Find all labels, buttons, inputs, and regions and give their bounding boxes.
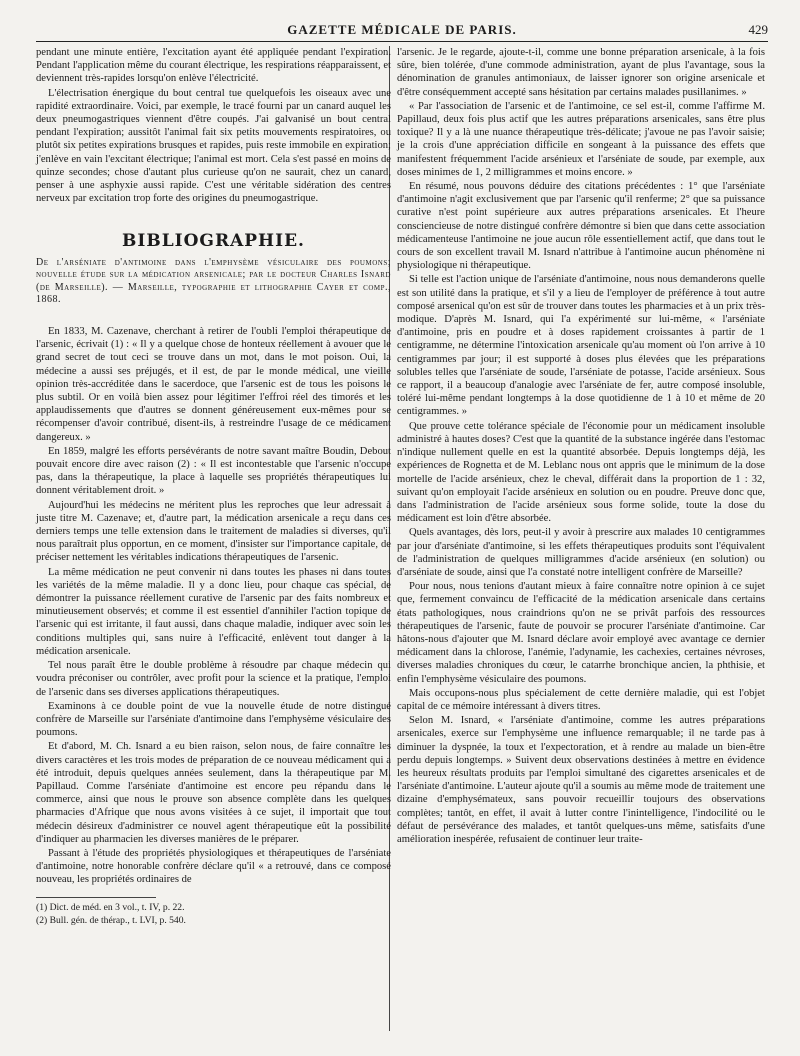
bibliography-entry: De l'arséniate d'antimoine dans l'emphysème vésiculaire des poumons; nouvelle étude sur la médication arsenicale; par le docteur Charles Isnard (de Marseille). — Marseille, typographie et lithographie Cayer et comp., 1868. [36,256,391,306]
footnote: (2) Bull. gén. de thérap., t. LVI, p. 540. [36,914,186,926]
journal-title: GAZETTE MÉDICALE DE PARIS. [287,22,517,37]
page-header [36,20,768,40]
footnote: (1) Dict. de méd. en 3 vol., t. IV, p. 22. [36,901,185,913]
paragraph: Si telle est l'action unique de l'arséniate d'antimoine, nous nous demanderons quelle est son utilité dans la pratique, et s'il y a lieu de l'employer de préférence à tout autre composé arsenical qu'on est sûr de trouver dans toutes les pharmacies et à un prix très-modique. D'après M. Isnard, qui l'a expérimenté sur lui-même, « l'arséniate d'antimoine, pris en poudre et à doses rapidement croissantes à partir de 1 centigramme, ne détermine l'intoxication arsenicale qu'au moment où l'on arrive à 10 centigrammes par jour; il est supporté à doses plus élevées que les préparations solubles telles que l'arséniate de soude, l'arséniate de potasse, l'acide arsénieux. Sous ce rapport, il a beaucoup d'analogie avec l'arséniate de fer, autre composé insoluble, toléré lui-même pendant longtemps à la dose quotidienne de 1 à 10 et même de 20 centigrammes. » [397,274,765,418]
paragraph: En 1859, malgré les efforts persévérants de notre savant maître Boudin, Debout pouvait encore dire avec raison (2) : « Il est incontestable que l'arsenic n'occupe pas, dans la thérapeutique, la place à laquelle ses propriétés thérapeutiques lui donnent véritablement droit. » [36,445,391,497]
paragraph: En résumé, nous pouvons déduire des citations précédentes : 1° que l'arséniate d'antimoine n'agit exclusivement que par l'arsenic qu'il renferme; 2° que sa puissance curative n'est point supérieure aux autres préparations arsenicales. Et l'heure consciencieuse de notre distingué confrère démontre si bien que dans cette association médicamenteuse l'antimoine ne joue aucun rôle essentiellement actif, que dans tout le cours de son excellent travail M. Isnard n'attribue à l'antimoine aucun phénomène ni physiologique ni thérapeutique. [397,181,765,272]
footnote-rule [36,897,156,898]
paragraph: Aujourd'hui les médecins ne méritent plus les reproches que leur adressait à juste titre M. Cazenave; et, d'autre part, la médication arsenicale a reçu dans ces derniers temps une telle extension dans le traitement de maladies si diverses, qu'il nous paraîtrait plus opportun, en ce moment, d'insister sur l'importance capitale, de préciser nettement les véritables indications thérapeutiques de l'arsenic. [36,499,391,564]
paragraph: Tel nous paraît être le double problème à résoudre par chaque médecin qui voudra préconiser ou contrôler, avec profit pour la science et la pratique, l'emploi de l'arsenic dans ses diverses applications thérapeutiques. [36,660,391,698]
paragraph: Examinons à ce double point de vue la nouvelle étude de notre distingué confrère de Marseille sur l'arséniate d'antimoine dans l'emphysème vésiculaire des poumons. [36,700,391,739]
right-column [397,46,765,847]
left-column [36,46,391,928]
paragraph: Que prouve cette tolérance spéciale de l'économie pour un médicament insoluble administré à hautes doses? C'est que la quantité de la substance ingérée dans l'estomac n'indique nullement quelle en est la quantité absorbée. Depuis longtemps déjà, les expériences de Rognetta et de M. Leblanc nous ont appris que le minimum de la dose mortelle de l'acide arsénieux, chez le cheval, différait dans la proportion de 1 : 32, suivant qu'on employait l'acide arsénieux en solution ou en poudre. Preuve donc que, dans l'administration de l'acide arsénieux sous forme solide, toute la dose du médicament est loin d'être absorbée. [397,420,765,525]
header-rule [36,41,768,42]
paragraph: l'arsenic. Je le regarde, ajoute-t-il, comme une bonne préparation arsenicale, à la fois sûre, bien tolérée, d'une commode administration, ayant de plus l'avantage, sous la dénomination de granules antimoniaux, de laisser ignorer son origine arsenicale et d'être conséquemment accepté sans hésitation par certains malades pusillanimes. » [397,47,765,98]
paragraph: La même médication ne peut convenir ni dans toutes les phases ni dans toutes les variétés de la même maladie. Il y a donc lieu, pour chaque cas spécial, de démontrer la puissance réellement curative de l'arsenic par des faits nombreux et minutieusement observés; et comme il est essentiel d'annihiler l'action topique de l'arsenic qui est irritante, il faut aussi, dans chaque maladie, indiquer avec soin les conditions multiples qui, sans nuire à l'efficacité, enlèvent tout danger à la médication arsenicale. [36,566,391,657]
paragraph: Et d'abord, M. Ch. Isnard a eu bien raison, selon nous, de faire connaître les divers caractères et les trois modes de préparation de ce nouveau médicament qui a été introduit, depuis quelques années seulement, dans la thérapeutique par M. Papillaud. Comme l'arséniate d'antimoine est encore peu répandu dans le commerce, ainsi que nous le prouve son absence complète dans les quelques pharmacies d'Afrique que nous avons visitées à ce sujet, il importait que tout médecin désireux d'administrer ce nouvel agent thérapeutique eût la possibilité d'indiquer au pharmacien les diverses manières de le préparer. [36,741,391,845]
paragraph: Selon M. Isnard, « l'arséniate d'antimoine, comme les autres préparations arsenicales, exerce sur l'emphysème une influence remarquable; il ne tarde pas à diminuer la dyspnée, la toux et l'expectoration, et à rendre au malade un bien-être perdu depuis longtemps. » Suivent deux observations destinées à mettre en évidence les heureux résultats produits par l'emploi simultané des cigarettes arsenicales et de l'arséniate d'antimoine. L'auteur ajoute qu'il a soumis au même mode de traitement une dizaine d'emphysémateux, sans pouvoir recueillir toujours des observations complètes; tantôt, en effet, il avait à lutter contre l'inintelligence, l'indocilité ou le défaut de persévérance des malades, et tantôt quelques-uns même, satisfaits d'une amélioration inespérée, refusaient de continuer leur traite- [397,715,765,845]
paragraph: Pour nous, nous tenions d'autant mieux à faire connaître notre opinion à ce sujet que, fermement convaincu de l'efficacité de la médication arsenicale dans certains états pathologiques, nous craindrions qu'on ne se privât parfois des ressources thérapeutiques de l'arsenic, faute de pouvoir se procurer l'arséniate d'antimoine. Car hâtons-nous d'ajouter que M. Isnard déclare avoir employé avec avantage ce dernier médicament dans la chlorose, l'anémie, l'adynamie, les cachexies, certaines névroses, diverses maladies chroniques du cœur, le catarrhe bronchique ancien, la phthisie, et enfin l'emphysème vésiculaire des poumons. [397,581,765,685]
paragraph: « Par l'association de l'arsenic et de l'antimoine, ce sel est-il, comme l'affirme M. Papillaud, deux fois plus actif que les autres préparations arsenicales, sans être plus toxique? Il y a là une nuance thérapeutique très-délicate; j'avoue ne pas l'avoir saisie; je la crois d'une appréciation difficile en songeant à la puissance des effets que manifestent fréquemment l'acide arsénieux et l'arséniate de soude, par exemple, aux doses minimes de 1, 2 milligrammes et moins encore. » [397,100,765,178]
paragraph: Mais occupons-nous plus spécialement de cette dernière maladie, qui est l'objet capital de ce mémoire intéressant à divers titres. [397,687,765,712]
paragraph: L'électrisation énergique du bout central tue quelquefois les oiseaux avec une rapidité extraordinaire. Voici, par exemple, le tracé fourni par un canard auquel les deux pneumogastriques viennent d'être coupés. J'ai galvanisé un bout central pendant l'expiration; aussitôt l'animal fait six petits mouvements respiratoires, ou plutôt six petites expirations brusques et rapides, puis reste immobile en expiration; j'enlève en vain l'excitant électrique; l'animal est mort. Cela s'est passé en moins de quinze secondes; chose d'autant plus curieuse qu'on ne saurait, chez un canard, penser à une asphyxie aussi rapide. C'est une véritable sidération des centres nerveux par excitation trop forte des origines du pneumogastrique. [36,87,391,205]
paragraph: Passant à l'étude des propriétés physiologiques et thérapeutiques de l'arséniate d'antimoine, notre honorable confrère déclare qu'il « a retrouvé, dans ce composé nouveau, les propriétés ordinaires de [36,847,391,886]
paragraph: pendant une minute entière, l'excitation ayant été appliquée pendant l'expiration. Pendant l'application même du courant électrique, les respirations réapparaissent, et deviennent très-rapides lorsqu'on enlève l'électricité. [36,47,391,85]
paragraph: Quels avantages, dès lors, peut-il y avoir à prescrire aux malades 10 centigrammes par jour d'arséniate d'antimoine, si les effets thérapeutiques produits sont l'équivalent de l'administration de quelques milligrammes d'acide arsénieux (en solution) ou d'arséniate de soude, ainsi que l'a constaté notre intelligent confrère de Marseille? [397,527,765,578]
paragraph: En 1833, M. Cazenave, cherchant à retirer de l'oubli l'emploi thérapeutique de l'arsenic, écrivait (1) : « Il y a quelque chose de honteux réellement à avouer que le grand secret de tout ceci se trouve dans un mot, dans le mot poison. Oui, la médecine a aussi ses préjugés, et il est, de par le monde médical, une vieille opinion très-accréditée dans le sacerdoce, que l'arsenic est de tous les poisons le plus subtil. Or en voilà bien assez pour légitimer l'effroi réel des timorés et les applaudissements que d'autres se donnent généreusement eux-mêmes pour se récompenser d'avoir contribué, disent-ils, à restreindre l'usage de ce médicament dangereux. » [36,326,391,443]
page-number: 429 [748,22,768,37]
section-title: BIBLIOGRAPHIE. [122,231,305,252]
